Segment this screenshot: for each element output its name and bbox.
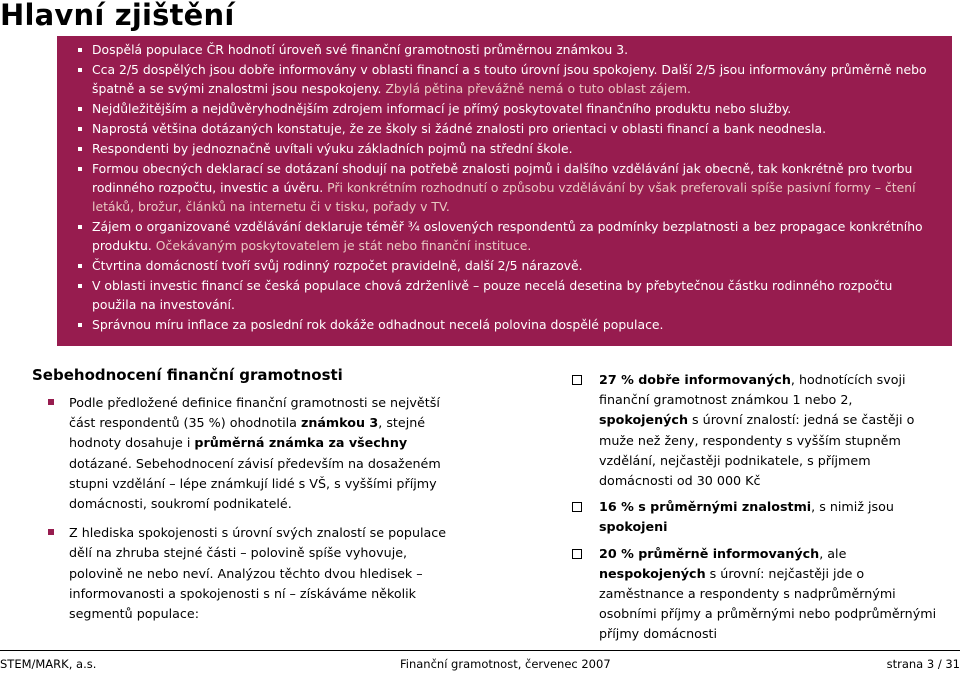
finding-item xyxy=(77,99,932,118)
finding-text-part: Formou obecných deklarací se dotázaní shodují na potřebě znalosti pojmů i dalšího vzdělávání jak obecně, tak konkrétně pro tvorbu rodinného rozpočtu, investic a úvěru. xyxy=(92,161,913,195)
finding-text-continued: Zbylá pětina převážně nemá o tuto oblast zájem. xyxy=(381,81,691,96)
checkbox-bullet-icon xyxy=(572,502,582,512)
paragraph-text: s úrovní: nejčastěji jde o zaměstnance a respondenty s nadprůměrnými osobními příjmy a průměrnými nebo podprůměrnými příjmy domácnosti xyxy=(599,565,937,642)
list-item xyxy=(32,523,462,624)
bold-text: nespokojených xyxy=(599,565,706,581)
key-findings-box xyxy=(57,36,952,346)
finding-text-part: Čtvrtina domácností tvoří svůj rodinný rozpočet pravidelně, další 2/5 nárazově. xyxy=(92,258,583,273)
finding-item xyxy=(77,159,932,216)
bold-text: 20 % průměrně informovaných xyxy=(599,545,820,561)
paragraph-text: , s nimiž jsou xyxy=(811,499,894,515)
paragraph-text: , stejné hodnoty dosahuje i xyxy=(69,415,426,451)
square-bullet-icon xyxy=(48,529,54,535)
paragraph-text: Z hlediska spokojenosti s úrovní svých znalostí se populace dělí na zhruba stejné části – polovině spíše vyhovuje, polovině ne nebo neví. Analýzou těchto dvou hledisek – informovanosti a spokojenosti s ní – získáváme několik segmentů populace: xyxy=(69,525,447,622)
finding-text xyxy=(92,60,932,98)
finding-item xyxy=(77,119,932,138)
square-bullet-icon xyxy=(78,284,82,288)
list-item xyxy=(32,393,462,514)
finding-item xyxy=(77,217,932,255)
finding-text-part: Respondenti by jednoznačně uvítali výuku základních pojmů na střední škole. xyxy=(92,141,573,156)
finding-text-part: Nejdůležitějším a nejdůvěryhodnějším zdrojem informací je přímý poskytovatel finančního produktu nebo služby. xyxy=(92,101,792,116)
square-bullet-icon xyxy=(48,399,54,405)
footer-page-number: strana 3 / 31 xyxy=(886,657,960,671)
finding-text xyxy=(92,217,932,255)
bold-text: průměrná známka za všechny xyxy=(194,435,408,451)
finding-item xyxy=(77,40,932,59)
finding-text xyxy=(92,40,932,59)
bold-text: 27 % dobře informovaných xyxy=(599,372,791,387)
checkbox-bullet-icon xyxy=(572,375,582,385)
finding-item xyxy=(77,139,932,158)
finding-item xyxy=(77,276,932,314)
finding-text xyxy=(92,159,932,216)
segment-item xyxy=(572,544,940,645)
segment-item xyxy=(572,497,940,537)
square-bullet-icon xyxy=(78,48,82,52)
square-bullet-icon xyxy=(78,264,82,268)
finding-text-part: Správnou míru inflace za poslední rok dokáže odhadnout necelá polovina dospělé populace. xyxy=(92,317,664,332)
paragraph-text: dotázané. Sebehodnocení závisí především na dosaženém stupni vzdělání – lépe známkují lidé s VŠ, s vyššími příjmy domácnosti, soukromí podnikatelé. xyxy=(69,455,441,512)
finding-text-continued: Při konkrétním rozhodnutí o způsobu vzdělávání by však preferovali spíše pasivní formy – čtení letáků, brožur, článků na internetu či v tisku, pořady v TV. xyxy=(92,180,916,214)
segment-item xyxy=(572,370,940,491)
finding-text xyxy=(92,276,932,314)
page-title: Hlavní zjištění xyxy=(0,0,235,32)
finding-text xyxy=(92,139,932,158)
bold-text: spokojeni xyxy=(599,519,668,535)
finding-text xyxy=(92,256,932,275)
square-bullet-icon xyxy=(78,68,82,72)
paragraph-text: , hodnotících svoji finanční gramotnost známkou 1 nebo 2, xyxy=(599,372,906,408)
bold-text: 16 % s průměrnými znalostmi xyxy=(599,499,812,515)
footer-report-title: Finanční gramotnost, červenec 2007 xyxy=(400,657,611,671)
finding-text-part: Zájem o organizované vzdělávání deklaruje téměř ¾ oslovených respondentů za podmínky bezplatnosti a bez propagace konkrétního produktu. xyxy=(92,219,923,253)
paragraph-text: Podle předložené definice finanční gramotnosti se největší část respondentů (35 %) ohodnotila xyxy=(69,395,440,431)
finding-text xyxy=(92,99,932,118)
finding-item xyxy=(77,60,932,98)
segments-section xyxy=(572,370,940,651)
finding-item xyxy=(77,256,932,275)
paragraph-text: , ale xyxy=(819,545,847,561)
square-bullet-icon xyxy=(78,225,82,229)
finding-text-part: Cca 2/5 dospělých jsou dobře informovány v oblasti financí a s touto úrovní jsou spokojeny. Další 2/5 jsou informovány průměrně nebo špatně a se svými znalostmi jsou nespokojeny. xyxy=(92,62,927,96)
square-bullet-icon xyxy=(78,147,82,151)
finding-text-part: V oblasti investic financí se česká populace chová zdrženlivě – pouze necelá desetina by přebytečnou částku rodinného rozpočtu použila na investování. xyxy=(92,278,893,312)
square-bullet-icon xyxy=(78,127,82,131)
bold-text: známkou 3 xyxy=(300,415,379,431)
paragraph-text: s úrovní znalostí: jedná se častěji o muže než ženy, respondenty s vyšším stupněm vzdělání, nejčastěji podnikatele, s příjmem domácnosti od 30 000 Kč xyxy=(599,412,915,489)
self-assessment-section xyxy=(32,366,462,633)
bold-text: spokojených xyxy=(599,412,688,428)
page-footer xyxy=(0,650,960,674)
square-bullet-icon xyxy=(78,107,82,111)
finding-text-part: Dospělá populace ČR hodnotí úroveň své finanční gramotnosti průměrnou známkou 3. xyxy=(92,42,629,57)
footer-company: STEM/MARK, a.s. xyxy=(0,657,97,671)
square-bullet-icon xyxy=(78,167,82,171)
finding-text xyxy=(92,119,932,138)
section-heading: Sebehodnocení finanční gramotnosti xyxy=(32,366,343,384)
finding-text-part: Naprostá většina dotázaných konstatuje, že ze školy si žádné znalosti pro orientaci v oblasti financí a bank neodnesla. xyxy=(92,121,827,136)
square-bullet-icon xyxy=(78,323,82,327)
finding-item xyxy=(77,315,932,334)
finding-text-continued: Očekávaným poskytovatelem je stát nebo finanční instituce. xyxy=(151,238,532,253)
checkbox-bullet-icon xyxy=(572,549,582,559)
key-findings-list xyxy=(77,40,932,334)
finding-text xyxy=(92,315,932,334)
